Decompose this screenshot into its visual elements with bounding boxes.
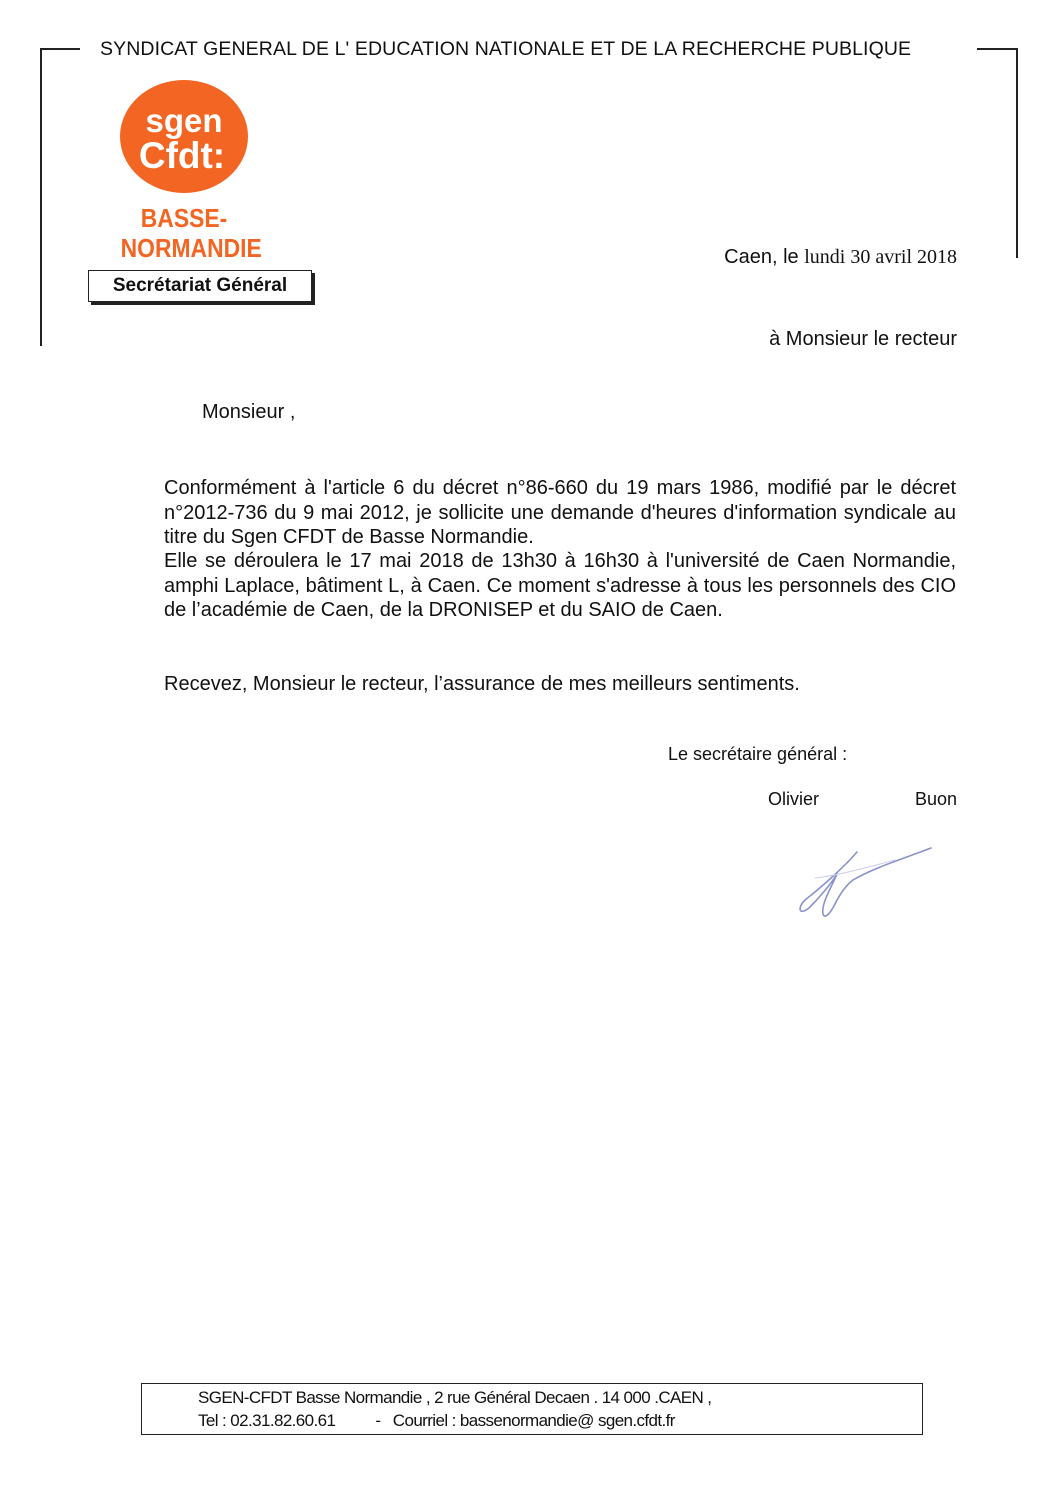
footer-phone: Tel : 02.31.82.60.61 bbox=[198, 1411, 336, 1430]
sgen-cfdt-logo bbox=[120, 80, 248, 193]
handwritten-signature bbox=[775, 838, 935, 923]
logo-region-line1: BASSE- bbox=[140, 203, 228, 233]
recipient: à Monsieur le recteur bbox=[769, 328, 957, 350]
footer-email: Courriel : bassenormandie@ sgen.cfdt.fr bbox=[392, 1411, 675, 1430]
signatory-title: Le secrétaire général : bbox=[668, 744, 848, 764]
date-prefix: Caen, le bbox=[724, 246, 799, 268]
header-frame-right-vertical bbox=[1016, 48, 1018, 258]
date-line bbox=[724, 246, 957, 269]
logo-text-cfdt: Cfdt: bbox=[138, 135, 226, 176]
footer-contact-line bbox=[198, 1411, 675, 1431]
body-paragraph-1: Conformément à l'article 6 du décret n°86-660 du 19 mars 1986, modifié par le décret n°2012-736 du 9 mai 2012, je sollicite une demande d'heures d'information syndicale au titre du Sgen CFDT de Basse Normandie. bbox=[164, 477, 956, 548]
signatory-first-name: Olivier bbox=[768, 789, 820, 809]
header-frame-left-top bbox=[40, 48, 80, 50]
organization-name: SYNDICAT GENERAL DE L' EDUCATION NATIONALE ET DE LA RECHERCHE PUBLIQUE bbox=[100, 38, 912, 60]
footer-separator: - bbox=[375, 1411, 381, 1430]
salutation: Monsieur , bbox=[202, 401, 296, 423]
header-frame-left-vertical bbox=[40, 48, 42, 346]
logo-text-sgen: sgen bbox=[145, 102, 223, 139]
date-value: lundi 30 avril 2018 bbox=[804, 246, 957, 268]
department-label: Secrétariat Général bbox=[88, 270, 312, 302]
body-paragraph-2: Elle se déroulera le 17 mai 2018 de 13h30 à 16h30 à l'université de Caen Normandie, amphi Laplace, bâtiment L, à Caen. Ce moment s'adresse à tous les personnels des CIO de l’académie de Caen, de la DRONISEP et du SAIO de Caen. bbox=[164, 550, 956, 621]
footer-contact-box bbox=[141, 1383, 923, 1435]
closing-formula: Recevez, Monsieur le recteur, l’assurance de mes meilleurs sentiments. bbox=[164, 673, 800, 695]
footer-address: SGEN-CFDT Basse Normandie , 2 rue Général Decaen . 14 000 .CAEN , bbox=[198, 1388, 712, 1407]
signatory-last-name: Buon bbox=[914, 789, 957, 809]
header-frame-right-top bbox=[977, 48, 1017, 50]
logo-region bbox=[120, 203, 262, 263]
logo-region-line2: NORMANDIE bbox=[120, 233, 262, 263]
